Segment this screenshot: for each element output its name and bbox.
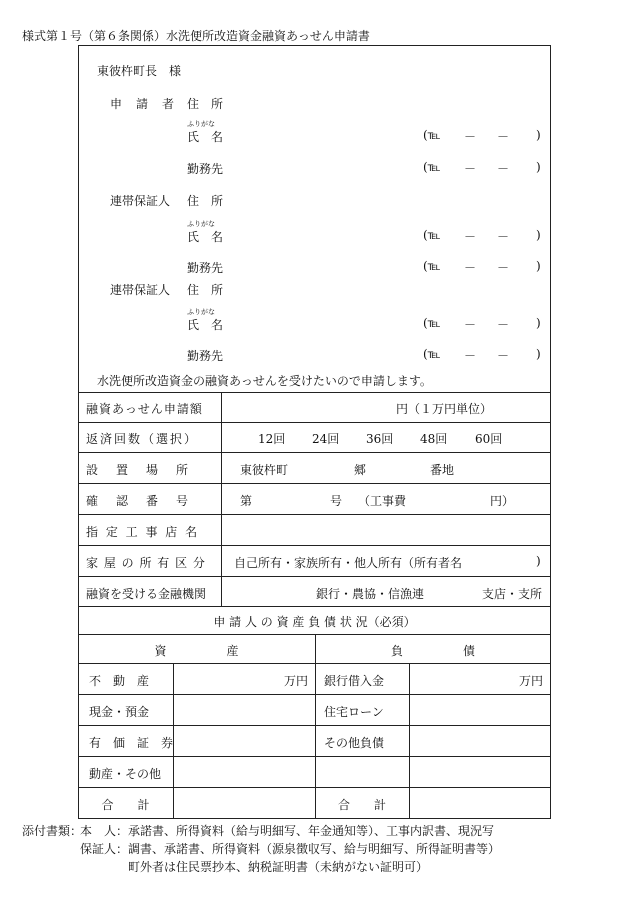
guarantor2-workplace-label: 勤務先 <box>187 349 224 363</box>
tel-dash: － <box>497 349 510 363</box>
tel-dash: － <box>464 130 477 144</box>
attachments-line-1: 本 人：承諾書、所得資料（給与明細写、年金通知等）、工事内訳書、現況写 <box>80 824 495 838</box>
tel-close: ) <box>536 347 541 361</box>
tel-open: (℡ <box>423 316 441 330</box>
assets-section-title: 申 請 人 の 資 産 負 債 状 況（必須） <box>213 615 416 629</box>
asset-securities: 有 価 証 券 <box>89 736 174 750</box>
guarantor1-name-label: 氏 名 <box>187 230 224 244</box>
tel-close: ) <box>536 228 541 242</box>
applicant-workplace-label: 勤務先 <box>187 162 224 176</box>
guarantor2-address-label: 住 所 <box>187 283 224 297</box>
tel-dash: － <box>464 261 477 275</box>
ownership-close: ) <box>536 554 541 568</box>
bank-types[interactable]: 銀行・農協・信漁連 <box>316 587 425 601</box>
guarantor1-label: 連帯保証人 <box>110 194 171 208</box>
location-town: 東彼杵町 <box>240 463 289 477</box>
liability-amount-column[interactable] <box>409 663 551 819</box>
tel-close: ) <box>536 259 541 273</box>
tel-dash: － <box>464 162 477 176</box>
guarantor1-address-label: 住 所 <box>187 194 224 208</box>
ownership-label: 家 屋 の 所 有 区 分 <box>86 556 206 570</box>
repayment-option-48[interactable]: 48回 <box>420 432 448 446</box>
tel-dash: － <box>497 162 510 176</box>
tel-open: (℡ <box>423 160 441 174</box>
confirmation-go: 号 <box>330 494 343 508</box>
tel-close: ) <box>536 128 541 142</box>
asset-total: 合 計 <box>101 798 150 812</box>
tel-dash: － <box>497 318 510 332</box>
location-label: 設 置 場 所 <box>86 463 192 477</box>
asset-amount-column[interactable] <box>173 663 315 819</box>
tel-close: ) <box>536 160 541 174</box>
tel-dash: － <box>464 230 477 244</box>
attachments-line-2: 保証人：調書、承諾書、所得資料（源泉徴収写、給与明細写、所得証明書等） <box>80 842 501 856</box>
asset-cash: 現金・預金 <box>89 705 150 719</box>
location-go: 郷 <box>354 463 367 477</box>
attachments-label: 添付書類： <box>22 824 83 838</box>
tel-close: ) <box>536 316 541 330</box>
liability-other: その他負債 <box>324 736 385 750</box>
asset-real-estate: 不 動 産 <box>89 674 150 688</box>
asset-other: 動産・その他 <box>89 767 162 781</box>
tel-open: (℡ <box>423 128 441 142</box>
ownership-options[interactable]: 自己所有・家族所有・他人所有（所有者名 <box>234 556 463 570</box>
guarantor2-name-label: 氏 名 <box>187 318 224 332</box>
loan-amount-unit: 円（１万円単位） <box>396 402 493 416</box>
contractor-label: 指 定 工 事 店 名 <box>86 525 200 539</box>
assets-header: 資 産 <box>154 644 239 658</box>
liability-bank-loan: 銀行借入金 <box>324 674 385 688</box>
location-banchi: 番地 <box>430 463 455 477</box>
addressee: 東彼杵町長 様 <box>97 64 182 78</box>
guarantor2-ruby: ふりがな <box>187 308 215 316</box>
repayment-option-24[interactable]: 24回 <box>312 432 340 446</box>
repayment-option-36[interactable]: 36回 <box>366 432 394 446</box>
guarantor1-workplace-label: 勤務先 <box>187 261 224 275</box>
tel-open: (℡ <box>423 228 441 242</box>
confirmation-dai: 第 <box>240 494 253 508</box>
repayment-option-60[interactable]: 60回 <box>475 432 503 446</box>
liability-unit: 万円 <box>519 674 544 688</box>
bank-label: 融資を受ける金融機関 <box>86 587 207 601</box>
repayment-label: 返済回数（選択） <box>86 432 199 446</box>
tel-dash: － <box>464 349 477 363</box>
attachments-line-3: 町外者は住民票抄本、納税証明書（未納がない証明可） <box>128 860 429 874</box>
repayment-option-12[interactable]: 12回 <box>258 432 286 446</box>
confirmation-cost: （工事費 <box>358 494 407 508</box>
form-title: 様式第１号（第６条関係）水洗便所改造資金融資あっせん申請書 <box>22 29 370 43</box>
divider <box>78 606 551 607</box>
confirmation-label: 確 認 番 号 <box>86 494 192 508</box>
liability-total: 合 計 <box>337 798 386 812</box>
guarantor2-label: 連帯保証人 <box>110 283 171 297</box>
tel-open: (℡ <box>423 259 441 273</box>
asset-unit: 万円 <box>284 674 309 688</box>
liability-housing-loan: 住宅ローン <box>324 705 384 719</box>
applicant-address-label: 住 所 <box>187 97 224 111</box>
tel-dash: － <box>497 130 510 144</box>
bank-branch[interactable]: 支店・支所 <box>482 587 543 601</box>
tel-dash: － <box>497 261 510 275</box>
liabilities-header: 負 債 <box>390 644 475 658</box>
applicant-name-label: 氏 名 <box>187 130 224 144</box>
applicant-label: 申 請 者 <box>110 97 176 111</box>
tel-dash: － <box>497 230 510 244</box>
loan-amount-label: 融資あっせん申請額 <box>86 402 203 416</box>
divider <box>78 422 551 423</box>
confirmation-yen: 円） <box>490 494 515 508</box>
contractor-field[interactable] <box>221 514 551 545</box>
tel-open: (℡ <box>423 347 441 361</box>
divider <box>78 545 551 546</box>
guarantor1-ruby: ふりがな <box>187 220 215 228</box>
column-divider <box>315 634 316 819</box>
tel-dash: － <box>464 318 477 332</box>
request-statement: 水洗便所改造資金の融資あっせんを受けたいので申請します。 <box>97 374 432 388</box>
divider <box>78 576 551 577</box>
applicant-ruby: ふりがな <box>187 120 215 128</box>
loan-amount-field[interactable] <box>221 392 551 422</box>
